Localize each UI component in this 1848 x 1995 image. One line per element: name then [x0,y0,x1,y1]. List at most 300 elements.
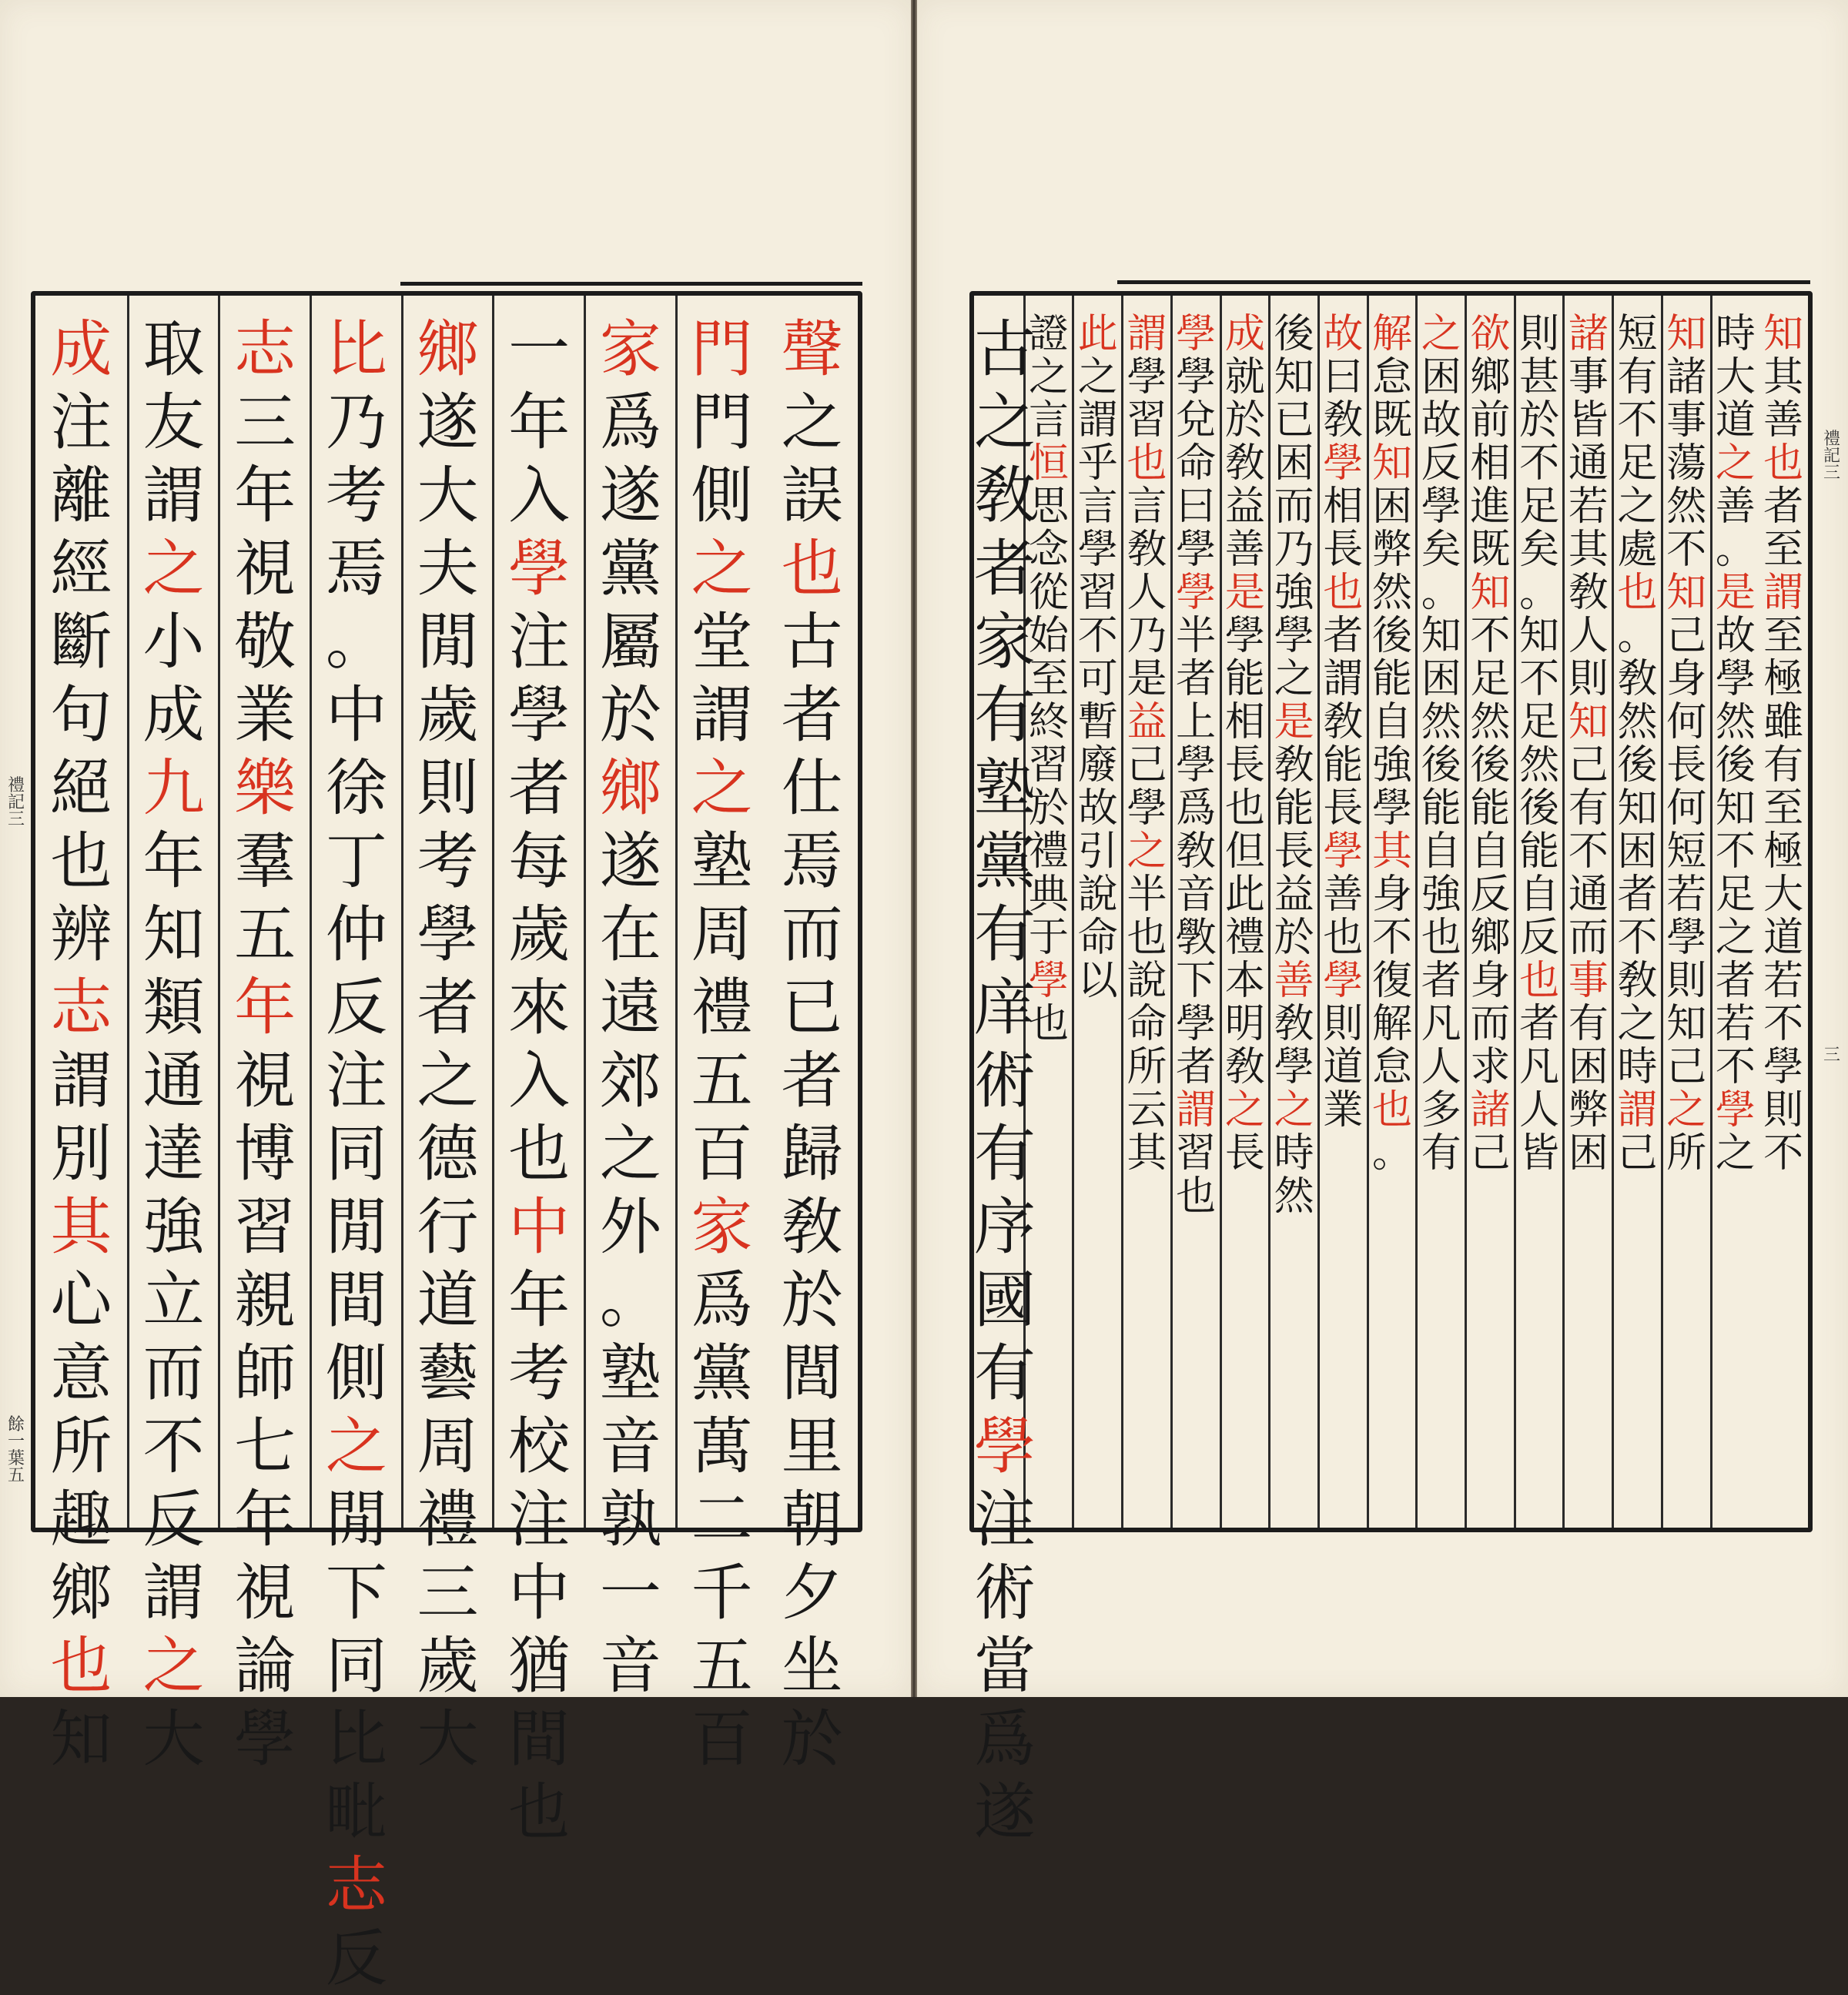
text-column [1268,296,1317,1528]
glyph: 強 [1421,872,1461,918]
glyph: 五 [234,899,296,970]
glyph: 足 [1470,656,1511,702]
glyph: 反 [325,1923,387,1994]
glyph: 年 [508,387,571,458]
glyph: 學 [1029,958,1070,1004]
text-column [1562,296,1612,1528]
glyph: 後 [1421,742,1461,788]
glyph: 強 [142,1191,205,1263]
glyph: 塾 [691,825,753,897]
glyph: 則 [1568,656,1609,702]
glyph: 謂 [1323,656,1364,702]
glyph: 遂 [599,825,661,897]
text-frame-right [969,291,1813,1848]
glyph: 閒 [325,1191,387,1263]
glyph: 後 [1617,742,1658,788]
glyph: 之 [691,533,753,604]
glyph: 知 [1470,570,1511,616]
column-text [1369,313,1416,1175]
column-text [1270,313,1317,1218]
glyph: 周 [417,1411,479,1482]
glyph: 命 [1127,1001,1167,1047]
glyph: 學 [974,1411,1036,1482]
glyph: 念 [1029,527,1070,573]
glyph: 年 [234,1484,296,1555]
glyph: 己 [1617,1130,1658,1177]
glyph: 誤 [781,460,843,531]
glyph: 則 [1666,958,1707,1004]
glyph: 歲 [417,1630,479,1702]
glyph: 古 [781,606,843,678]
glyph: 己 [1666,1044,1707,1090]
glyph: 知 [1715,785,1756,832]
glyph: 徐 [325,752,387,824]
glyph: 說 [1127,958,1167,1004]
glyph: 樂 [234,752,296,824]
glyph: 大 [1763,872,1804,918]
glyph: 。 [1519,570,1560,616]
glyph: 蕩 [1666,440,1707,487]
text-column [127,296,219,1775]
glyph: 謂 [691,679,753,751]
glyph: 注 [508,1484,571,1555]
glyph: 弊 [1568,1087,1609,1133]
glyph: 不 [1617,915,1658,961]
column-text [1663,313,1710,1175]
glyph: 禮 [1224,915,1265,961]
glyph: 有 [974,679,1036,751]
glyph: 也 [508,1776,571,1848]
glyph: 別 [50,1118,112,1190]
glyph: 之 [691,752,753,824]
column-text [678,313,767,1776]
glyph: 年 [234,972,296,1043]
column-text [586,313,675,1702]
glyph: 而 [142,1337,205,1409]
column-text [220,313,310,1776]
glyph: 多 [1421,1087,1461,1133]
glyph: 長 [1274,828,1314,875]
glyph: 怠 [1371,354,1412,400]
glyph: 諸 [1568,311,1609,357]
glyph: 也 [1763,440,1804,487]
glyph: 門 [691,313,753,385]
glyph: 說 [1077,872,1118,918]
glyph: 困 [1371,484,1412,530]
glyph: 諸 [1470,1087,1511,1133]
glyph: 知 [1421,613,1461,659]
glyph: 不 [1519,656,1560,702]
glyph: 其 [1763,354,1804,400]
glyph: 而 [1568,915,1609,961]
glyph: 益 [1224,484,1265,530]
glyph: 友 [142,387,205,458]
glyph: 年 [508,1264,571,1336]
glyph: 於 [599,679,661,751]
glyph: 是 [1274,699,1314,745]
glyph: 者 [1763,484,1804,530]
glyph: 學 [1323,828,1364,875]
glyph: 坐 [781,1630,843,1702]
column-text [1123,313,1170,1175]
glyph: 道 [1763,915,1804,961]
glyph: 學 [1127,354,1167,400]
glyph: 於 [1224,397,1265,444]
glyph: 視 [234,1557,296,1628]
glyph: 庠 [974,972,1036,1043]
glyph: 則 [1323,1001,1364,1047]
glyph: 此 [1224,872,1265,918]
glyph: 斷 [50,606,112,678]
glyph: 習 [234,1191,296,1263]
glyph: 乃 [1274,527,1314,573]
glyph: 何 [1666,699,1707,745]
glyph: 謂 [1617,1087,1658,1133]
glyph: 乃 [325,387,387,458]
column-text [494,313,584,1849]
glyph: 國 [974,1264,1036,1336]
column-text [1173,313,1220,1218]
glyph: 益 [1274,872,1314,918]
glyph: 解 [1371,1001,1412,1047]
glyph: 若 [1568,484,1609,530]
glyph: 知 [1617,785,1658,832]
glyph: 困 [1568,1130,1609,1177]
glyph: 故 [1715,613,1756,659]
glyph: 困 [1421,354,1461,400]
glyph: 郊 [599,1045,661,1116]
glyph: 故 [1421,397,1461,444]
glyph: 至 [1763,613,1804,659]
glyph: 每 [508,825,571,897]
column-text [312,313,401,1995]
glyph: 既 [1470,527,1511,573]
glyph: 仕 [781,752,843,824]
glyph: 敎 [1617,656,1658,702]
column-text [1074,313,1121,1003]
glyph: 注 [508,606,571,678]
glyph: 然 [1519,742,1560,788]
column-text [1712,313,1759,1175]
glyph: 己 [1666,613,1707,659]
glyph: 門 [691,387,753,458]
glyph: 之 [781,387,843,458]
glyph: 仲 [325,899,387,970]
glyph: 之 [1666,1087,1707,1133]
glyph: 矣 [1519,527,1560,573]
glyph: 而 [1274,484,1314,530]
glyph: 極 [1763,828,1804,875]
text-column [974,296,1036,1848]
glyph: 凡 [1421,1001,1461,1047]
glyph: 也 [1127,915,1167,961]
glyph: 也 [1371,1087,1412,1133]
book-gutter [911,0,917,1697]
glyph: 不 [1715,1044,1756,1090]
glyph: 爲 [691,1264,753,1336]
glyph: 短 [1617,311,1658,357]
glyph: 皆 [1568,397,1609,444]
glyph: 足 [1617,440,1658,487]
glyph: 凡 [1519,1044,1560,1090]
glyph: 。 [1715,527,1756,573]
glyph: 敎 [1323,699,1364,745]
glyph: 之 [325,1411,387,1482]
glyph: 己 [1470,1130,1511,1177]
glyph: 之 [1617,484,1658,530]
glyph: 學 [508,533,571,604]
glyph: 欲 [1470,311,1511,357]
glyph: 困 [1274,440,1314,487]
glyph: 知 [50,1703,112,1775]
glyph: 本 [1224,958,1265,1004]
glyph: 注 [325,1045,387,1116]
glyph: 校 [508,1411,571,1482]
glyph: 五 [691,1630,753,1702]
glyph: 焉 [325,533,387,604]
glyph: 以 [1077,958,1118,1004]
glyph: 敎 [1617,958,1658,1004]
glyph: 然 [1715,699,1756,745]
glyph: 能 [1371,656,1412,702]
glyph: 音 [1176,872,1217,918]
glyph: 業 [234,679,296,751]
glyph: 強 [1371,742,1412,788]
glyph: 丁 [325,825,387,897]
glyph: 長 [1224,742,1265,788]
right-page-number: 三 [1823,1046,1840,1065]
glyph: 志 [50,972,112,1043]
glyph: 塾 [974,752,1036,824]
column-text [1418,313,1465,1175]
text-column [1367,296,1416,1528]
glyph: 但 [1224,828,1265,875]
glyph: 敎 [1568,570,1609,616]
glyph: 有 [974,1337,1036,1409]
glyph: 博 [234,1118,296,1190]
glyph: 閒 [325,1484,387,1555]
glyph: 然 [1666,484,1707,530]
glyph: 絕 [50,752,112,824]
glyph: 之 [142,1630,205,1702]
glyph: 知 [1519,613,1560,659]
glyph: 有 [1421,1130,1461,1177]
glyph: 周 [691,899,753,970]
glyph: 志 [234,313,296,385]
glyph: 者 [1176,656,1217,702]
glyph: 反 [1519,915,1560,961]
glyph: 九 [142,752,205,824]
glyph: 屬 [599,606,661,678]
glyph: 謂 [142,460,205,531]
text-column [1220,296,1269,1528]
glyph: 之 [417,1045,479,1116]
glyph: 於 [781,1703,843,1775]
column-text [1516,313,1563,1175]
glyph: 既 [1371,397,1412,444]
glyph: 家 [599,313,661,385]
glyph: 知 [1666,311,1707,357]
right-margin-label: 禮記三 [1823,430,1840,483]
glyph: 若 [1666,872,1707,918]
glyph: 斆 [1176,915,1217,961]
glyph: 相 [1323,484,1364,530]
glyph: 也 [1029,1001,1070,1047]
glyph: 善 [1274,958,1314,1004]
glyph: 求 [1470,1044,1511,1090]
glyph: 謂 [1176,1087,1217,1133]
column-text [1759,313,1808,1175]
glyph: 親 [234,1264,296,1336]
glyph: 大 [1715,354,1756,400]
glyph: 德 [417,1118,479,1190]
glyph: 已 [781,972,843,1043]
left-page [0,0,911,1994]
text-column [1465,296,1514,1528]
glyph: 習 [1077,570,1118,616]
glyph: 年 [142,825,205,897]
glyph: 弊 [1371,527,1412,573]
glyph: 善 [1715,484,1756,530]
glyph: 習 [1127,397,1167,444]
glyph: 閒 [417,606,479,678]
glyph: 取 [142,313,205,385]
glyph: 足 [1519,484,1560,530]
column-text [1614,313,1661,1175]
glyph: 學 [1274,1044,1314,1090]
glyph: 學 [1127,785,1167,832]
glyph: 則 [1763,1087,1804,1133]
glyph: 爲 [974,1703,1036,1775]
glyph: 至 [1763,785,1804,832]
text-column [1759,296,1808,1528]
glyph: 之 [142,533,205,604]
glyph: 閭 [781,1337,843,1409]
text-column [1317,296,1367,1528]
glyph: 後 [1519,785,1560,832]
glyph: 強 [1274,570,1314,616]
glyph: 敎 [1127,527,1167,573]
glyph: 者 [974,533,1036,604]
glyph: 諸 [1666,354,1707,400]
glyph: 是 [1127,656,1167,702]
text-column [766,296,858,1775]
glyph: 明 [1224,1001,1265,1047]
glyph: 困 [1421,656,1461,702]
glyph: 知 [1568,699,1609,745]
glyph: 術 [974,1045,1036,1116]
glyph: 考 [508,1337,571,1409]
glyph: 學 [1176,354,1217,400]
glyph: 己 [1568,742,1609,788]
glyph: 當 [974,1630,1036,1702]
glyph: 朝 [781,1484,843,1555]
glyph: 後 [1715,742,1756,788]
glyph: 焉 [781,825,843,897]
glyph: 人 [1519,1087,1560,1133]
glyph: 道 [417,1264,479,1336]
glyph: 視 [234,1045,296,1116]
glyph: 乃 [1127,613,1167,659]
glyph: 學 [1176,311,1217,357]
glyph: 甚 [1519,354,1560,400]
glyph: 然 [1274,1173,1314,1220]
glyph: 命 [1176,440,1217,487]
glyph: 。 [1371,1130,1412,1177]
glyph: 所 [50,1411,112,1482]
glyph: 學 [1077,527,1118,573]
glyph: 能 [1421,785,1461,832]
glyph: 也 [508,1118,571,1190]
glyph: 猶 [508,1630,571,1702]
glyph: 就 [1224,354,1265,400]
glyph: 成 [142,679,205,751]
text-frame-left [31,291,862,1994]
glyph: 鄉 [1470,354,1511,400]
glyph: 復 [1371,958,1412,1004]
glyph: 其 [1568,527,1609,573]
glyph: 然 [1421,699,1461,745]
left-page-number: 餘一葉五 [7,1415,25,1485]
glyph: 學 [1176,570,1217,616]
glyph: 於 [1029,785,1070,832]
glyph: 成 [50,313,112,385]
glyph: 能 [1224,656,1265,702]
column-text [129,313,219,1776]
glyph: 下 [1176,958,1217,1004]
glyph: 矣 [1421,527,1461,573]
glyph: 之 [1715,440,1756,487]
glyph: 反 [142,1484,205,1555]
glyph: 言 [1127,484,1167,530]
glyph: 不 [142,1411,205,1482]
glyph: 而 [1470,1001,1511,1047]
glyph: 家 [974,606,1036,678]
glyph: 也 [1421,915,1461,961]
glyph: 相 [1470,440,1511,487]
glyph: 終 [1029,699,1070,745]
glyph: 大 [417,1703,479,1775]
text-column [675,296,767,1775]
glyph: 習 [1176,1130,1217,1177]
glyph: 敎 [1274,1001,1314,1047]
glyph: 于 [1029,915,1070,961]
glyph: 音 [599,1411,661,1482]
top-rule [1117,280,1810,284]
glyph: 人 [1421,1044,1461,1090]
glyph: 爲 [1176,785,1217,832]
glyph: 禮 [691,972,753,1043]
glyph: 此 [1077,311,1118,357]
glyph: 論 [234,1630,296,1702]
glyph: 視 [234,533,296,604]
glyph: 事 [1568,958,1609,1004]
glyph: 時 [1617,1044,1658,1090]
glyph: 身 [1371,872,1412,918]
glyph: 則 [1519,311,1560,357]
glyph: 自 [1421,828,1461,875]
glyph: 從 [1029,570,1070,616]
glyph: 其 [1371,828,1412,875]
glyph: 敎 [1176,828,1217,875]
glyph: 乎 [1077,440,1118,487]
glyph: 所 [1127,1044,1167,1090]
glyph: 也 [1127,440,1167,487]
column-text [1320,313,1367,1132]
glyph: 知 [142,899,205,970]
glyph: 五 [691,1045,753,1116]
text-column [584,296,675,1702]
